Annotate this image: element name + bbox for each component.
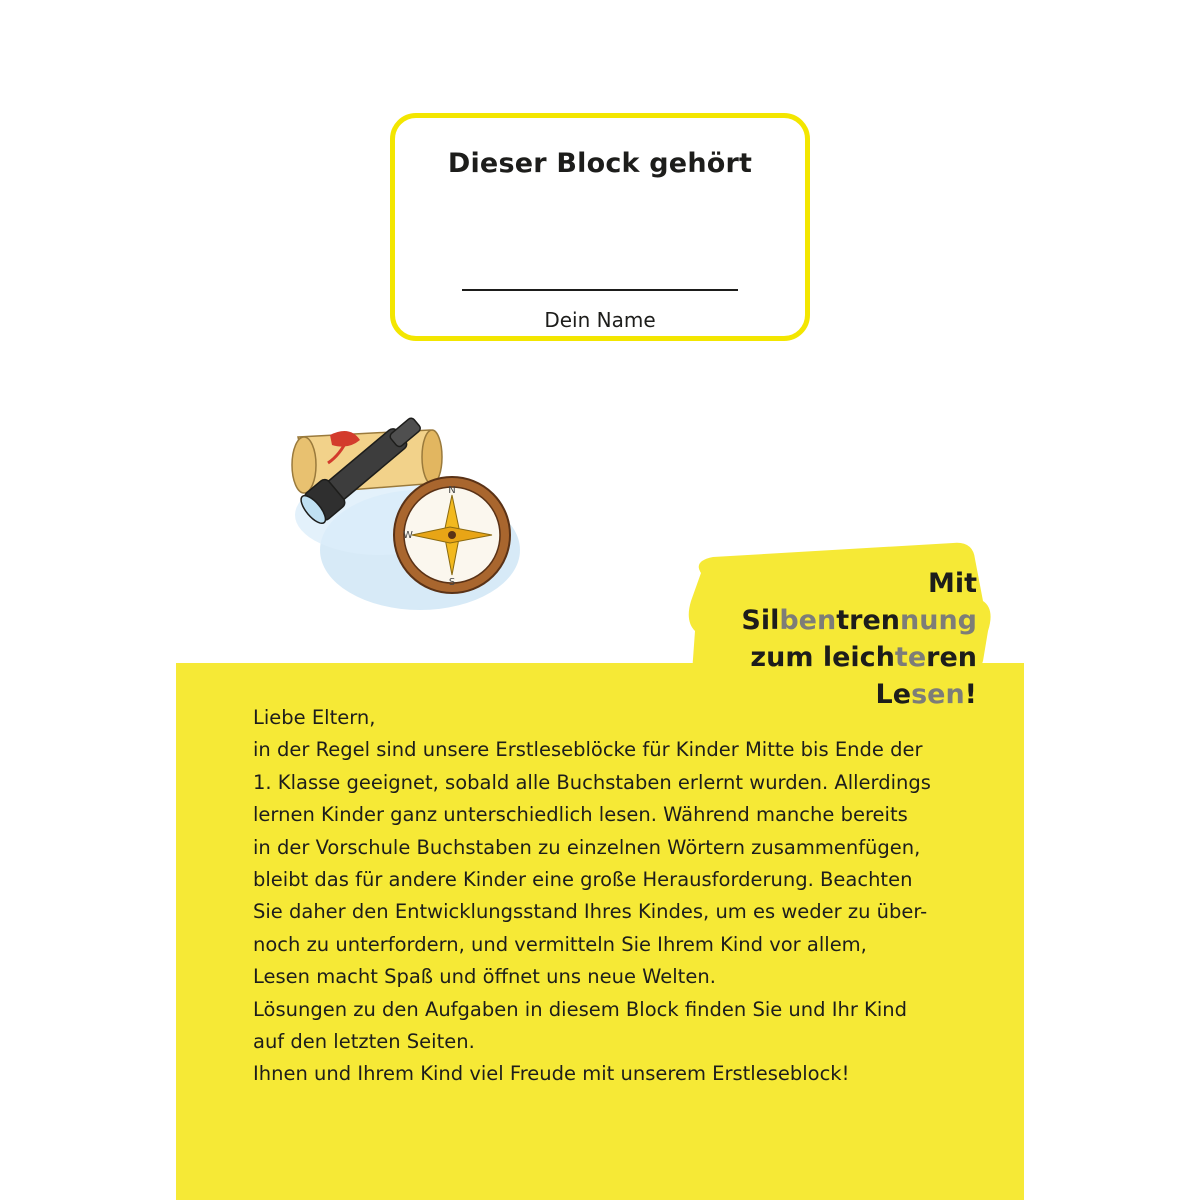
name-label: Dein Name xyxy=(544,308,656,332)
badge-line-2: zum leichteren xyxy=(750,642,977,673)
card-title: Dieser Block gehört xyxy=(447,148,753,179)
compass-icon xyxy=(394,477,510,593)
letter-line: noch zu unterfordern, und vermitteln Sie Ihrem Kind vor allem, xyxy=(253,932,867,956)
letter-line: Liebe Eltern, xyxy=(253,706,376,729)
parent-letter xyxy=(253,702,953,1091)
explorer-illustration xyxy=(270,395,540,625)
letter-line: lernen Kinder ganz unterschiedlich lesen. Während manche bereits xyxy=(253,803,908,827)
letter-line: auf den letzten Seiten. xyxy=(253,1030,475,1054)
letter-line: Lesen macht Spaß und öffnet uns neue Welten. xyxy=(253,965,716,989)
svg-text:W: W xyxy=(403,530,413,541)
name-card xyxy=(390,113,810,341)
svg-text:S: S xyxy=(448,577,456,588)
badge-text xyxy=(683,565,995,713)
badge-line-3: Lesen! xyxy=(875,679,977,710)
syllable-badge xyxy=(683,541,995,710)
badge-line-1: Mit Silbentrennung xyxy=(741,568,977,636)
letter-line: Ihnen und Ihrem Kind viel Freude mit unserem Erstleseblock! xyxy=(253,1062,850,1086)
svg-text:N: N xyxy=(448,485,456,496)
letter-line: bleibt das für andere Kinder eine große Herausforderung. Beachten xyxy=(253,868,913,892)
letter-line: Sie daher den Entwicklungsstand Ihres Kindes, um es weder zu über- xyxy=(253,900,928,924)
letter-line: 1. Klasse geeignet, sobald alle Buchstaben erlernt wurden. Allerdings xyxy=(253,770,931,794)
name-input-line[interactable] xyxy=(462,289,738,291)
letter-line: Lösungen zu den Aufgaben in diesem Block finden Sie und Ihr Kind xyxy=(253,997,907,1021)
letter-line: in der Regel sind unsere Erstleseblöcke für Kinder Mitte bis Ende der xyxy=(253,738,923,762)
letter-line: in der Vorschule Buchstaben zu einzelnen Wörtern zusammenfügen, xyxy=(253,835,921,859)
